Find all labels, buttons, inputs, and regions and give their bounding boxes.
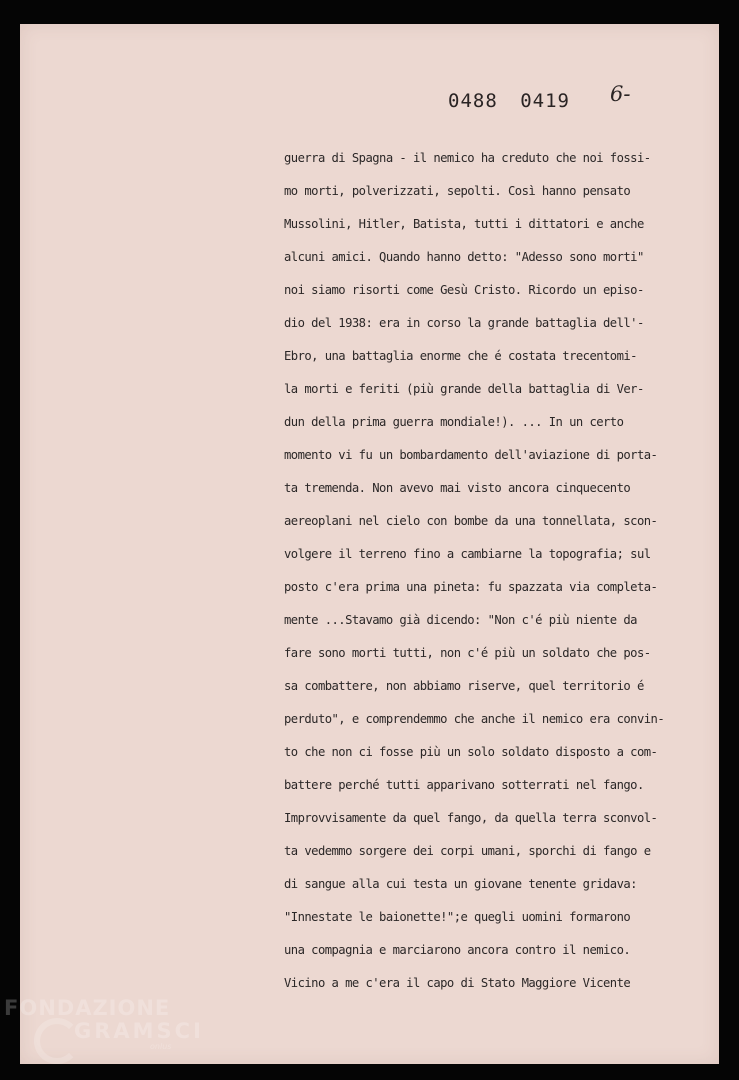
document-page	[20, 24, 719, 1064]
text-line: dio del 1938: era in corso la grande battaglia dell'-	[284, 316, 644, 330]
text-line: Vicino a me c'era il capo di Stato Maggiore Vicente	[284, 976, 631, 990]
text-line: posto c'era prima una pineta: fu spazzata via completa-	[284, 580, 658, 594]
body-text	[284, 142, 684, 1000]
text-line: dun della prima guerra mondiale!). ... In un certo	[284, 415, 624, 429]
text-line: Improvvisamente da quel fango, da quella terra sconvol-	[284, 811, 658, 825]
text-line: una compagnia e marciarono ancora contro il nemico.	[284, 943, 631, 957]
text-line: guerra di Spagna - il nemico ha creduto che noi fossi-	[284, 151, 651, 165]
gramsci-logo-icon	[34, 1018, 80, 1064]
text-line: aereoplani nel cielo con bombe da una tonnellata, scon-	[284, 514, 658, 528]
text-line: noi siamo risorti come Gesù Cristo. Ricordo un episo-	[284, 283, 644, 297]
text-line: to che non ci fosse più un solo soldato disposto a com-	[284, 745, 658, 759]
text-line: la morti e feriti (più grande della battaglia di Ver-	[284, 382, 644, 396]
page-marker: 6-	[610, 82, 631, 106]
text-line: mente ...Stavamo già dicendo: "Non c'é più niente da	[284, 613, 637, 627]
text-line: Ebro, una battaglia enorme che é costata trecentomi-	[284, 349, 637, 363]
text-line: volgere il terreno fino a cambiarne la topografia; sul	[284, 547, 651, 561]
fondazione-gramsci-watermark	[4, 998, 204, 1051]
text-line: momento vi fu un bombardamento dell'aviazione di porta-	[284, 448, 658, 462]
watermark-line-1: FONDAZIONE	[4, 996, 171, 1020]
text-line: di sangue alla cui testa un giovane tenente gridava:	[284, 877, 637, 891]
text-line: battere perché tutti apparivano sotterrati nel fango.	[284, 778, 644, 792]
text-line: ta vedemmo sorgere dei corpi umani, sporchi di fango e	[284, 844, 651, 858]
text-line: Mussolini, Hitler, Batista, tutti i dittatori e anche	[284, 217, 644, 231]
text-line: alcuni amici. Quando hanno detto: "Adesso sono morti"	[284, 250, 644, 264]
text-line: sa combattere, non abbiamo riserve, quel territorio é	[284, 679, 644, 693]
text-line: perduto", e comprendemmo che anche il nemico era convin-	[284, 712, 665, 726]
watermark-line-2: GRAMSCI	[74, 1019, 204, 1043]
text-line: "Innestate le baionette!";e quegli uomini formarono	[284, 910, 631, 924]
document-number: 0488 0419	[448, 90, 570, 112]
watermark-line-3: onlus	[150, 1042, 172, 1051]
text-line: ta tremenda. Non avevo mai visto ancora cinquecento	[284, 481, 631, 495]
text-line: mo morti, polverizzati, sepolti. Così hanno pensato	[284, 184, 631, 198]
text-line: fare sono morti tutti, non c'é più un soldato che pos-	[284, 646, 651, 660]
